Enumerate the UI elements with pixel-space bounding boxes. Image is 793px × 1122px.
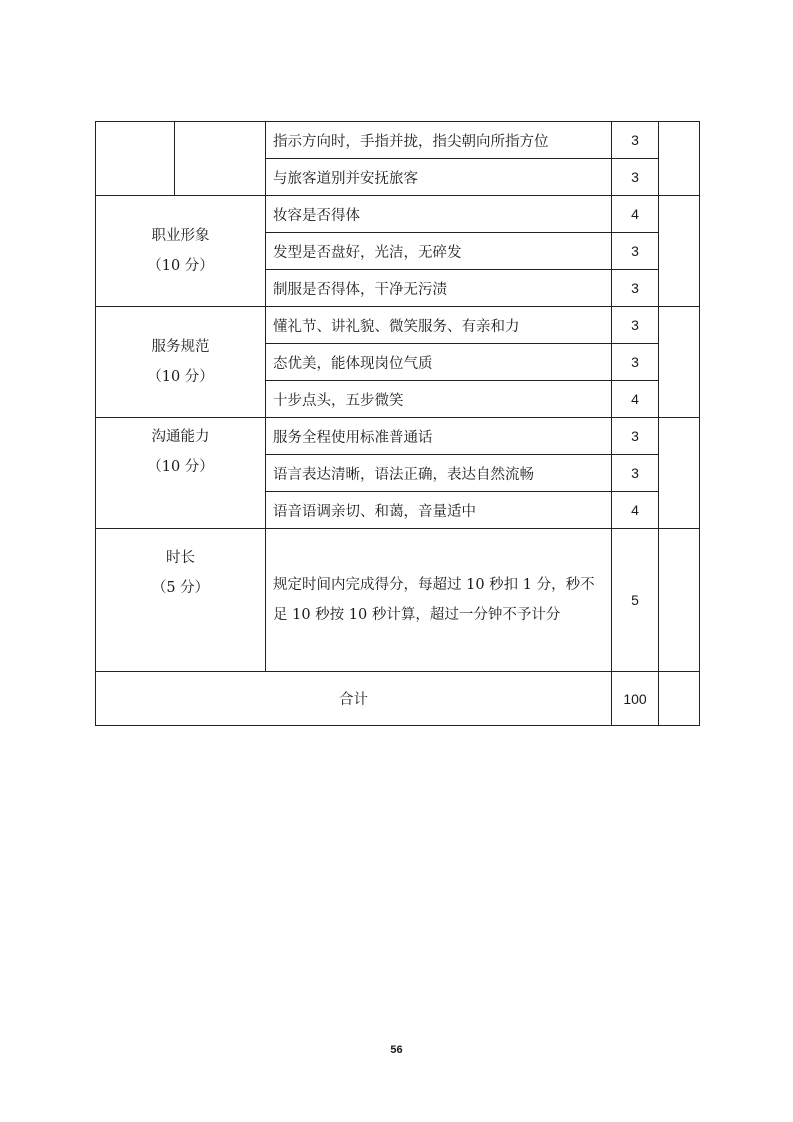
- criterion-text: 懂礼节、讲礼貌、微笑服务、有亲和力: [266, 307, 612, 344]
- criterion-text: 语音语调亲切、和蔼，音量适中: [266, 492, 612, 529]
- category-name: 职业形象: [151, 228, 210, 244]
- criterion-points: 4: [612, 196, 659, 233]
- score-cell: [659, 307, 700, 418]
- criterion-text: 语言表达清晰，语法正确，表达自然流畅: [266, 455, 612, 492]
- criterion-points: 3: [612, 159, 659, 196]
- category-cell: [96, 307, 266, 418]
- criterion-points: 3: [612, 455, 659, 492]
- criterion-text: 制服是否得体，干净无污渍: [266, 270, 612, 307]
- criterion-text: 指示方向时，手指并拢，指尖朝向所指方位: [266, 122, 612, 159]
- category-points: （10 分）: [147, 369, 214, 385]
- criterion-text: 态优美，能体现岗位气质: [266, 344, 612, 381]
- criterion-text: 与旅客道别并安抚旅客: [266, 159, 612, 196]
- empty-subcategory-cell: [175, 122, 266, 196]
- table-row: [96, 122, 700, 159]
- table-row: [96, 196, 700, 233]
- criterion-points: 4: [612, 492, 659, 529]
- category-points: （5 分）: [151, 580, 210, 596]
- empty-category-cell: [96, 122, 175, 196]
- criterion-text: 服务全程使用标准普通话: [266, 418, 612, 455]
- category-points: （10 分）: [147, 258, 214, 274]
- score-cell: [659, 122, 700, 196]
- criterion-points: 4: [612, 381, 659, 418]
- category-cell: [96, 418, 266, 529]
- category-cell: [96, 196, 266, 307]
- table-row: [96, 418, 700, 455]
- criterion-points: 3: [612, 418, 659, 455]
- category-name: 服务规范: [151, 339, 210, 355]
- scoring-table: [95, 121, 700, 726]
- criterion-points: 3: [612, 233, 659, 270]
- criterion-points: 3: [612, 270, 659, 307]
- criterion-text: 妆容是否得体: [266, 196, 612, 233]
- criterion-points: 3: [612, 344, 659, 381]
- score-cell: [659, 672, 700, 726]
- total-label: 合计: [96, 672, 612, 726]
- criterion-text: 发型是否盘好，光洁，无碎发: [266, 233, 612, 270]
- page-number: 56: [390, 1044, 403, 1056]
- table-row: [96, 307, 700, 344]
- category-points: （10 分）: [147, 459, 214, 475]
- criterion-points: 5: [612, 529, 659, 672]
- category-name: 时长: [166, 550, 195, 566]
- score-cell: [659, 196, 700, 307]
- table-row: [96, 529, 700, 672]
- score-cell: [659, 529, 700, 672]
- category-name: 沟通能力: [151, 429, 210, 445]
- criterion-points: 3: [612, 307, 659, 344]
- score-cell: [659, 418, 700, 529]
- category-cell: [96, 529, 266, 672]
- criterion-points: 3: [612, 122, 659, 159]
- total-points: 100: [612, 672, 659, 726]
- total-row: [96, 672, 700, 726]
- criterion-text: 规定时间内完成得分，每超过 10 秒扣 1 分，秒不足 10 秒按 10 秒计算，超过一分钟不予计分: [266, 529, 612, 672]
- criterion-text: 十步点头，五步微笑: [266, 381, 612, 418]
